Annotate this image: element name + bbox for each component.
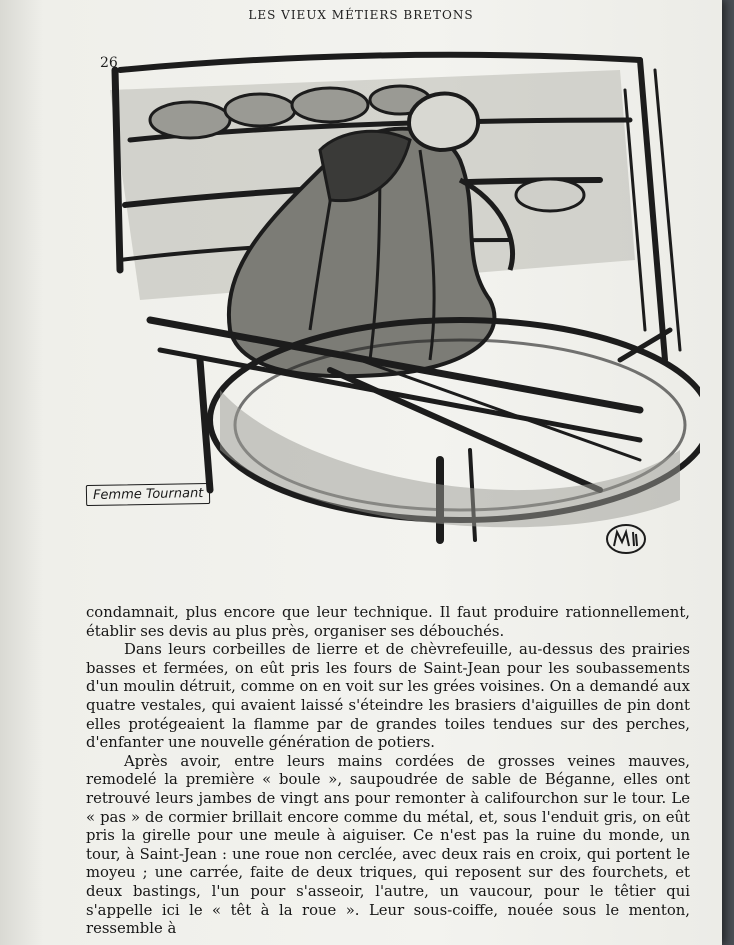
- running-head: LES VIEUX MÉTIERS BRETONS: [248, 8, 474, 22]
- artist-monogram-icon: [604, 522, 648, 556]
- paragraph: condamnait, plus encore que leur technique. Il faut produire rationnellement, établir ses devis au plus près, organiser ses débouchés.: [86, 604, 690, 640]
- wheel-wash: [220, 390, 680, 527]
- page-number: 26: [100, 55, 118, 71]
- potter-illustration: [80, 30, 700, 590]
- paragraph: Après avoir, entre leurs mains cordées de grosses veines mauves, remodelé la première « boule », saupoudrée de sable de Béganne, elles ont retrouvé leurs jambes de vingt ans pour remonter à califourchon sur le tour. Le « pas » de cormier brillait encore comme du métal, et, sous l'enduit gris, on eût pris la girelle pour une meule à aiguiser. Ce n'est pas la ruine du monde, un tour, à Saint-Jean : une roue non cerclée, avec deux rais en croix, qui portent le moyeu ; une carrée, faite de deux triques, qui reposent sur des fourchets, et deux bastings, l'un pour s'asseoir, l'autre, un vaucour, pour le têtier qui s'appelle ici le « têt à la roue ». Leur sous-coiffe, nouée sous le menton, ressemble à: [86, 752, 690, 938]
- body-text: [86, 604, 690, 939]
- illustration-caption: Femme Tournant: [86, 483, 211, 506]
- paragraph: Dans leurs corbeilles de lierre et de chèvrefeuille, au-dessus des prairies basses et fermées, on eût pris les fours de Saint-Jean pour les soubassements d'un moulin détruit, comme on en voit sur les grées voisines. On a demandé aux quatre vestales, qui avaient laissé s'éteindre les brasiers d'aiguilles de pin dont elles protégeaient la flamme par de grandes toiles tendues sur des perches, d'enfanter une nouvelle génération de potiers.: [86, 641, 690, 752]
